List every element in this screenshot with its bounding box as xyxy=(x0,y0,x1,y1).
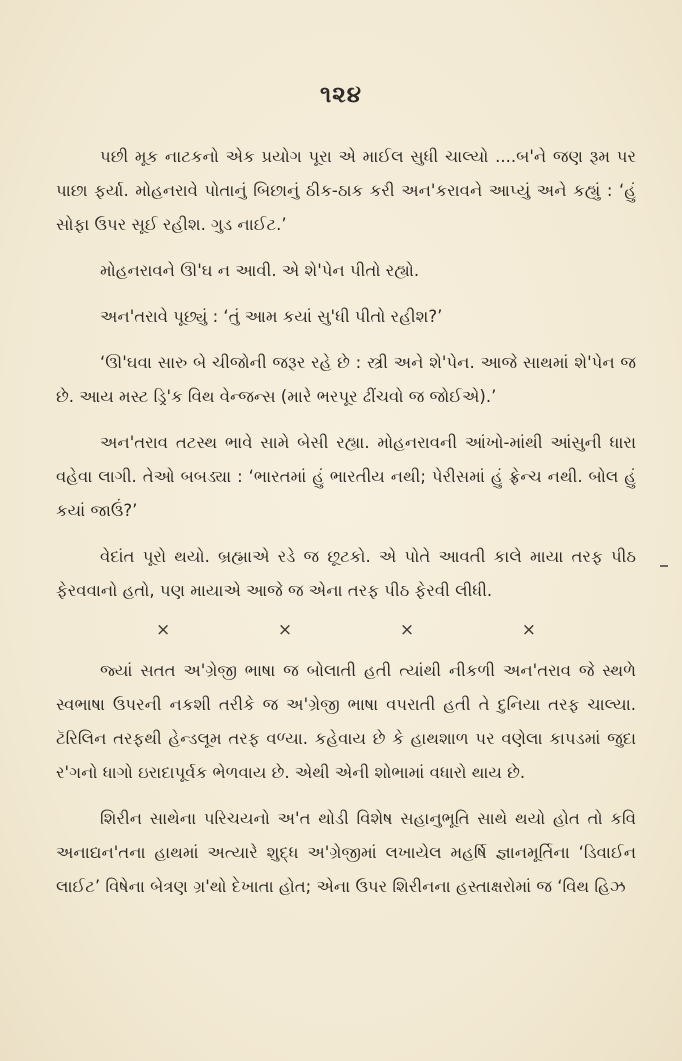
body-text xyxy=(56,140,636,916)
separator-mark: × xyxy=(399,620,415,640)
paragraph-6: વેદાંત પૂરો થયો. બ્રહ્માએ રડે જ છૂટકો. એ પોતે આવતી કાલે માયા તરફ પીઠ ફેરવવાનો હતો, પણ માયાએ આજે જ એના તરફ પીઠ ફેરવી લીધી. xyxy=(56,547,636,600)
paragraph-3: અન'તરાવે પૂછ્યું : ‘તું આમ કયાં સુ'ધી પીતો રહીશ?’ xyxy=(100,307,443,326)
paragraph-8: શિરીન સાથેના પરિચયનો અ'ત થોડી વિશેષ સહાનુભૂતિ સાથે થયો હોત તો કવિ અનાદ્યન'તના હાથમાં અત્યારે શુદ્ધ અ'ગ્રેજીમાં લખાયેલ મહર્ષિ જ્ઞાનમૂર્તિના ‘ડિવાઈન લાઈટ’ વિષેના બેત્રણ ગ્ર'થો દેખાતા હોત; એના ઉપર શિરીનના હસ્તાક્ષરોમાં જ ‘વિથ હિઝ xyxy=(56,809,636,896)
paragraph-5: અન'તરાવ તટસ્થ ભાવે સામે બેસી રહ્યા. મોહનરાવની આંખો-માંથી આંસુની ધારા વહેવા લાગી. તેઓ બબડ્યા : ‘ભારતમાં હું ભારતીય નથી; પેરીસમાં હું ફ્રેન્ચ નથી. બોલ હું કયાં જાઉં?’ xyxy=(56,433,636,520)
paragraph-4: ‘ઊ'ઘવા સારુ બે ચીજોની જરૂર રહે છે : સ્ત્રી અને શે'પેન. આજે સાથમાં શે'પેન જ છે. આય મસ્ટ ડ્રિ'ક વિથ વેન્જન્સ (મારે ભરપૂર ઢીંચવો જ જોઈએ).’ xyxy=(56,353,636,406)
separator-mark: × xyxy=(156,620,171,640)
separator-mark: × xyxy=(277,620,293,640)
separator-mark: × xyxy=(521,620,536,640)
paragraph-2: મોહનરાવને ઊ'ઘ ન આવી. એ શે'પેન પીતો રહ્યો. xyxy=(100,261,420,280)
margin-mark xyxy=(660,565,668,567)
page-number: ૧૨૪ xyxy=(319,82,363,108)
paragraph-1: પછી મૂક નાટકનો એક પ્રયોગ પૂરા એ માઈલ સુધી ચાલ્યો ....બ'ને જણ રૂમ પર પાછા ફર્યા. મોહનરાવે પોતાનું બિછાનું ઠીક-ઠાક કરી અન'કરાવને આપ્યું અને કહ્યું : ‘હું સોફા ઉપર સૂઈ રહીશ. ગુડ નાઈટ.’ xyxy=(56,147,636,234)
section-separator xyxy=(156,620,536,640)
paragraph-7: જ્યાં સતત અ'ગ્રેજી ભાષા જ બોલાતી હતી ત્યાંથી નીકળી અન'તરાવ જે સ્થળે સ્વભાષા ઉપરની નકશી તરીકે જ અ'ગ્રેજી ભાષા વપરાતી હતી તે દુનિયા તરફ ચાલ્યા. ટૅરિલિન તરફથી હેન્ડલૂમ તરફ વળ્યા. કહેવાય છે કે હાથશાળ પર વણેલા કાપડમાં જુદા ર'ગનો ધાગો ઇરાદાપૂર્વક ભેળવાય છે. એથી એની શોભામાં વધારો થાય છે. xyxy=(56,661,636,782)
